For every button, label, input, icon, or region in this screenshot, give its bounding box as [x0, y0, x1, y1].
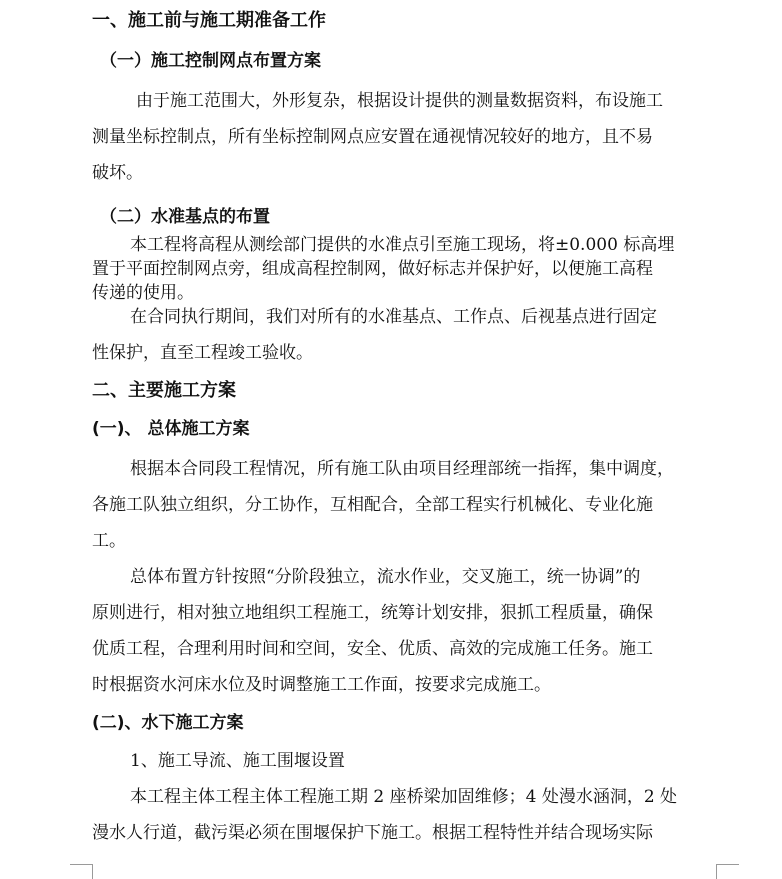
heading-section-2: 二、主要施工方案	[92, 380, 236, 401]
paragraph-line: 本工程将高程从测绘部门提供的水准点引至施工现场，将±0.000 标高埋	[130, 235, 675, 255]
paragraph-line: 传递的使用。	[92, 283, 194, 303]
heading-benchmark-layout: （二）水准基点的布置	[100, 207, 270, 227]
heading-control-network: （一）施工控制网点布置方案	[100, 51, 321, 71]
heading-overall-plan: (一)、 总体施工方案	[92, 419, 250, 439]
heading-underwater-plan: (二)、水下施工方案	[92, 713, 244, 733]
paragraph-line: 根据本合同段工程情况，所有施工队由项目经理部统一指挥，集中调度，	[130, 459, 674, 479]
paragraph-line: 由于施工范围大，外形复杂，根据设计提供的测量数据资料，布设施工	[136, 91, 663, 111]
margin-corner-mark	[70, 864, 93, 879]
paragraph-line: 破坏。	[92, 163, 143, 183]
paragraph-line: 总体布置方针按照“分阶段独立，流水作业，交叉施工，统一协调”的	[130, 567, 641, 587]
paragraph-line: 工。	[92, 531, 126, 551]
heading-section-1: 一、施工前与施工期准备工作	[92, 10, 326, 31]
margin-corner-mark	[716, 864, 739, 879]
paragraph-line: 各施工队独立组织，分工协作，互相配合，全部工程实行机械化、专业化施	[92, 495, 653, 515]
paragraph-line: 本工程主体工程主体工程施工期 2 座桥梁加固维修；4 处漫水涵洞，2 处	[130, 787, 678, 807]
paragraph-line: 置于平面控制网点旁，组成高程控制网，做好标志并保护好，以便施工高程	[92, 259, 653, 279]
paragraph-line: 原则进行，相对独立地组织工程施工，统筹计划安排，狠抓工程质量，确保	[92, 603, 653, 623]
paragraph-line: 时根据资水河床水位及时调整施工工作面，按要求完成施工。	[92, 675, 551, 695]
paragraph-line: 性保护，直至工程竣工验收。	[92, 343, 313, 363]
paragraph-line: 优质工程，合理利用时间和空间，安全、优质、高效的完成施工任务。施工	[92, 639, 653, 659]
list-item: 1、施工导流、施工围堰设置	[130, 751, 345, 771]
paragraph-line: 漫水人行道，截污渠必须在围堰保护下施工。根据工程特性并结合现场实际	[92, 823, 653, 843]
paragraph-line: 在合同执行期间，我们对所有的水准基点、工作点、后视基点进行固定	[130, 307, 657, 327]
paragraph-line: 测量坐标控制点，所有坐标控制网点应安置在通视情况较好的地方，且不易	[92, 127, 653, 147]
